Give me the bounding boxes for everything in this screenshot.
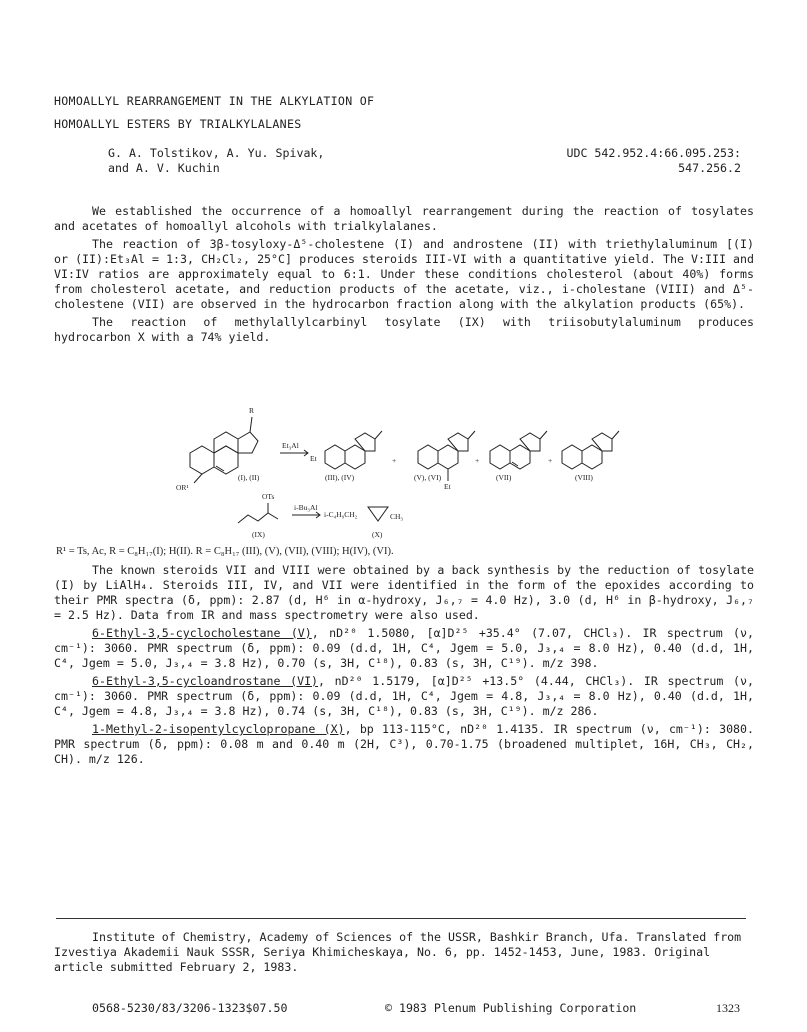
reaction-scheme bbox=[160, 395, 630, 570]
label-vii: (VII) bbox=[496, 473, 512, 482]
scheme-or-label: OR¹ bbox=[176, 483, 189, 492]
paragraph-5 bbox=[54, 626, 754, 671]
label-ix: (IX) bbox=[252, 530, 265, 539]
paragraph-4: The known steroids VII and VIII were obtained by a back synthesis by the reduction of tosylate (I) by LiAlH₄. Steroids III, IV, and VII were identified in the form of the epoxides according to their PMR spectra (δ, ppm): 2.87 (d, H⁶ in α-hydroxy, J₆,₇ = 4.0 Hz), 3.0 (d, H⁶ in β-hydroxy, J₆,₇ = 2.5 Hz). Data from IR and mass spectrometry were also used. bbox=[54, 563, 754, 622]
paragraph-1: We established the occurrence of a homoallyl rearrangement during the reaction of tosylates and acetates of homoallyl alcohols with trialkylalanes. bbox=[54, 204, 754, 233]
label-x: (X) bbox=[372, 530, 383, 539]
page-number: 1323 bbox=[716, 1001, 740, 1015]
scheme-product-x: i-C₄H₉CH₂ bbox=[324, 510, 358, 519]
plus-1: + bbox=[392, 456, 397, 465]
compound-x-name: 1-Methyl-2-isopentylcyclopropane (X) bbox=[92, 722, 345, 736]
intro-paragraphs bbox=[54, 204, 754, 345]
experimental-paragraphs bbox=[54, 563, 754, 767]
scheme-ots-label: OTs bbox=[262, 492, 275, 501]
paragraph-2: The reaction of 3β-tosyloxy-Δ⁵-cholestene (I) and androstene (II) with triethylaluminum [(I) or (II):Et₃Al = 1:3, CH₂Cl₂, 25°C] produces steroids III-VI with a quantitative yield. The V:III and VI:IV ratios are approximately equal to 6:1. Under these conditions cholesterol (about 40%) forms from cholesterol acetate, and reduction products of the acetate, viz., i-cholestane (VIII) and Δ⁵-cholestene (VII) are observed in the hydrocarbon fraction along with the alkylation products (65%). bbox=[54, 237, 754, 311]
label-viii: (VIII) bbox=[575, 473, 593, 482]
compound-x-data: , bp 113-115°C, nD²⁰ 1.4135. IR spectrum (ν, cm⁻¹): 3080. PMR spectrum (δ, ppm): 0.08 m and 0.40 m (2H, C³), 0.70-1.75 (broadened multiplet, 16H, CH₃, CH₂, CH). m/z 126. bbox=[54, 722, 754, 766]
footnote-divider bbox=[56, 918, 746, 919]
authors bbox=[108, 146, 324, 176]
scheme-r-label: R bbox=[249, 406, 255, 415]
article-title bbox=[54, 90, 374, 136]
scheme-et-label-2: Et bbox=[444, 482, 451, 491]
label-i-ii: (I), (II) bbox=[238, 473, 260, 482]
paragraph-6 bbox=[54, 674, 754, 719]
paragraph-7 bbox=[54, 722, 754, 767]
authors-line-2: and A. V. Kuchin bbox=[108, 161, 220, 175]
scheme-ch3: CH₃ bbox=[390, 512, 404, 521]
article-code: 0568-5230/83/3206-1323$07.50 bbox=[92, 1001, 288, 1015]
udc-code bbox=[566, 146, 741, 176]
copyright: © 1983 Plenum Publishing Corporation bbox=[385, 1001, 637, 1015]
scheme-reagent-1: Et₃Al bbox=[282, 441, 299, 450]
scheme-reagent-2: i-Bu₃Al bbox=[294, 503, 318, 512]
footnote bbox=[54, 930, 754, 975]
compound-v-data: , nD²⁰ 1.5080, [α]D²⁵ +35.4° (7.07, CHCl₃). IR spectrum (ν, cm⁻¹): 3060. PMR spectrum (δ, ppm): 0.09 (d.d, 1H, C⁴, Jgem = 5.0, J₃,₄ = 8.0 Hz), 0.40 (d.d, 1H, C⁴, Jgem = 5.0, J₃,₄ = 3.8 Hz), 0.70 (s, 3H, C¹⁸), 0.83 (s, 3H, C¹⁹). m/z 398. bbox=[54, 626, 755, 670]
scheme-et-label-1: Et bbox=[310, 454, 317, 463]
label-iii-iv: (III), (IV) bbox=[325, 473, 355, 482]
title-line-2: HOMOALLYL ESTERS BY TRIALKYLALANES bbox=[54, 117, 302, 131]
plus-3: + bbox=[548, 456, 553, 465]
r-definition: R¹ = Ts, Ac, R = C₈H₁₇(I); H(II). R = C₈H₁₇ (III), (V), (VII), (VIII); H(IV), (VI). bbox=[56, 546, 394, 557]
plus-2: + bbox=[475, 456, 480, 465]
udc-line-2: 547.256.2 bbox=[678, 161, 741, 175]
udc-line-1: UDC 542.952.4:66.095.253: bbox=[566, 146, 741, 160]
compound-vi-data: , nD²⁰ 1.5179, [α]D²⁵ +13.5° (4.44, CHCl₃). IR spectrum (ν, cm⁻¹): 3060. PMR spectrum (δ, ppm): 0.09 (d.d, 1H, C⁴, Jgem = 4.8, J₃,₄ = 8.0 Hz), 0.40 (d.d, 1H, C⁴, Jgem = 4.8, J₃,₄ = 3.8 Hz), 0.74 (s, 3H, C¹⁸), 0.83 (s, 3H, C¹⁹). m/z 286. bbox=[54, 674, 755, 718]
label-v-vi: (V), (VI) bbox=[414, 473, 442, 482]
reaction-scheme-svg bbox=[160, 395, 630, 570]
title-line-1: HOMOALLYL REARRANGEMENT IN THE ALKYLATION OF bbox=[54, 94, 375, 108]
authors-line-1: G. A. Tolstikov, A. Yu. Spivak, bbox=[108, 146, 325, 160]
compound-vi-name: 6-Ethyl-3,5-cycloandrostane (VI) bbox=[92, 674, 319, 688]
paragraph-3: The reaction of methylallylcarbinyl tosylate (IX) with triisobutylaluminum produces hydrocarbon X with a 74% yield. bbox=[54, 315, 754, 344]
footnote-text: Institute of Chemistry, Academy of Sciences of the USSR, Bashkir Branch, Ufa. Translated from Izvestiya Akademii Nauk SSSR, Seriya Khimicheskaya, No. 6, pp. 1452-1453, June, 1983. Original article submitted February 2, 1983. bbox=[54, 930, 742, 974]
compound-v-name: 6-Ethyl-3,5-cyclocholestane (V) bbox=[92, 626, 312, 640]
